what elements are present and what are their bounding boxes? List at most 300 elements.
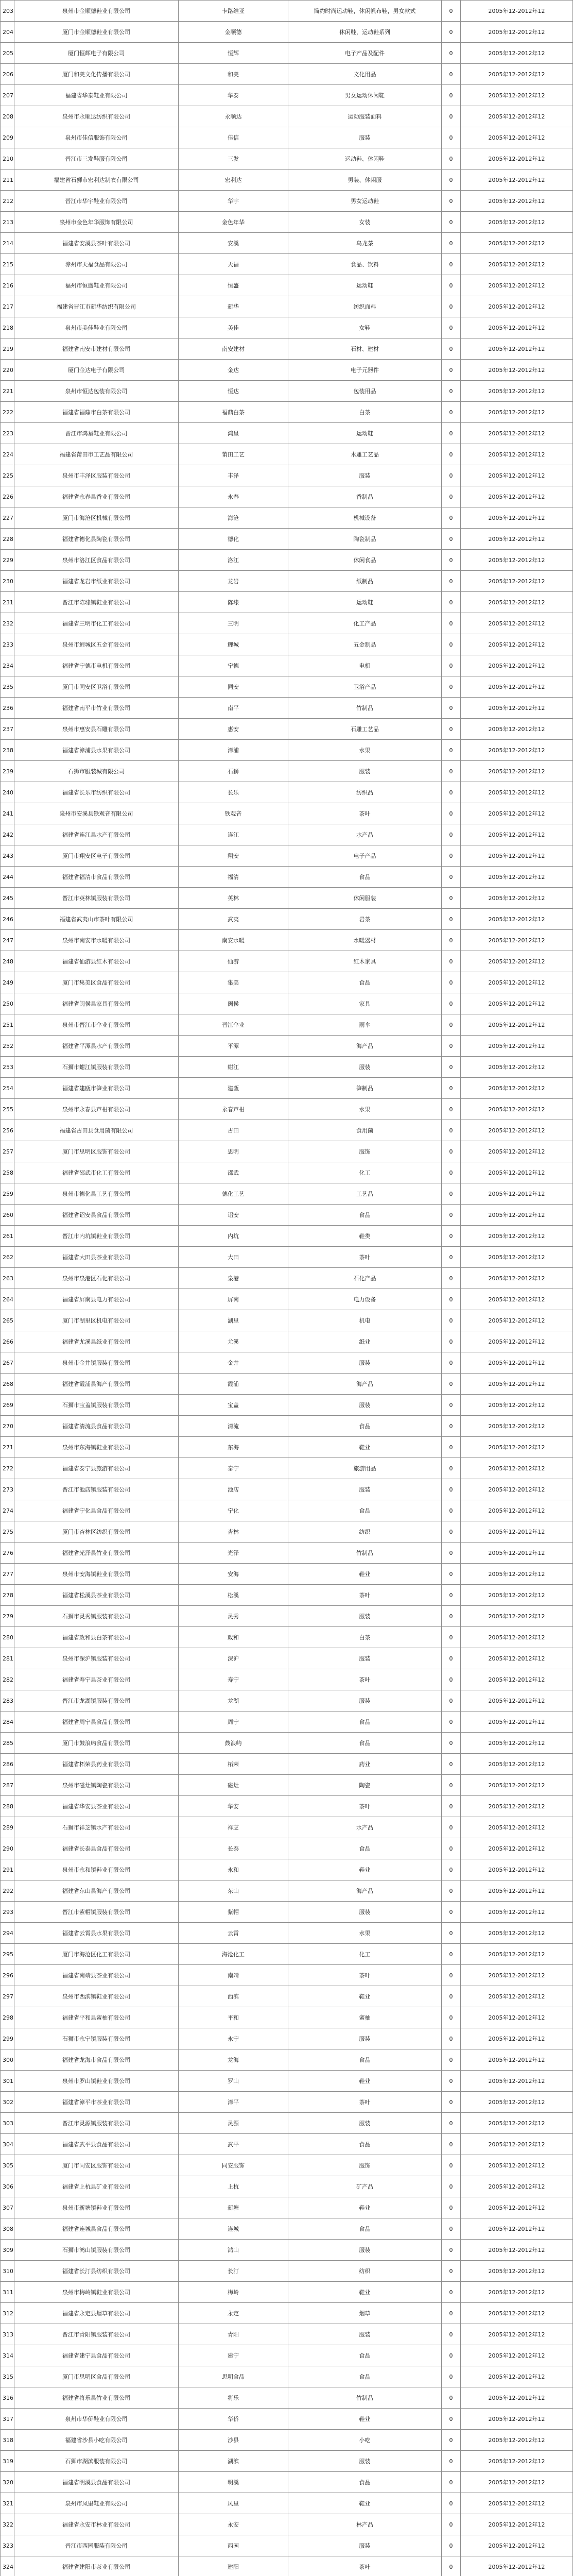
brand-name-cell: 南平 (179, 698, 288, 719)
row-number-cell: 237 (1, 719, 14, 740)
brand-name-cell: 湖滨 (179, 2451, 288, 2472)
validity-period-cell: 2005年12-2012年12 (461, 2303, 573, 2324)
row-number-cell: 299 (1, 2028, 14, 2049)
validity-period-cell: 2005年12-2012年12 (461, 2092, 573, 2113)
product-scope-cell: 茶叶 (288, 2556, 442, 2576)
count-cell: 0 (442, 2092, 461, 2113)
product-scope-cell: 包装用品 (288, 381, 442, 402)
product-scope-cell: 男装、休闲服 (288, 170, 442, 191)
product-scope-cell: 香制品 (288, 486, 442, 507)
table-row (1, 888, 573, 909)
company-name-cell: 福建省三明市化工有限公司 (14, 613, 179, 634)
table-row (1, 1183, 573, 1205)
product-scope-cell: 海产品 (288, 1880, 442, 1902)
brand-name-cell: 铁观音 (179, 803, 288, 824)
company-name-cell: 泉州市恒达包装有限公司 (14, 381, 179, 402)
brand-name-cell: 祥芝 (179, 1817, 288, 1838)
table-row (1, 1500, 573, 1521)
table-row (1, 465, 573, 486)
brand-name-cell: 凤里 (179, 2493, 288, 2514)
count-cell: 0 (442, 1162, 461, 1183)
validity-period-cell: 2005年12-2012年12 (461, 1606, 573, 1627)
company-name-cell: 福建省永定县烟草有限公司 (14, 2303, 179, 2324)
count-cell: 0 (442, 1669, 461, 1690)
row-number-cell: 289 (1, 1817, 14, 1838)
validity-period-cell: 2005年12-2012年12 (461, 381, 573, 402)
row-number-cell: 244 (1, 867, 14, 888)
company-name-cell: 福建省明溪县食品有限公司 (14, 2472, 179, 2493)
table-row (1, 2155, 573, 2176)
validity-period-cell: 2005年12-2012年12 (461, 1205, 573, 1226)
product-scope-cell: 化工 (288, 1162, 442, 1183)
table-row (1, 592, 573, 613)
brand-name-cell: 漳浦 (179, 740, 288, 761)
brand-name-cell: 东海 (179, 1437, 288, 1458)
row-number-cell: 286 (1, 1754, 14, 1775)
brand-name-cell: 鼓浪屿 (179, 1733, 288, 1754)
brand-name-cell: 福鼎白茶 (179, 402, 288, 423)
count-cell: 0 (442, 2071, 461, 2092)
count-cell: 0 (442, 1268, 461, 1289)
row-number-cell: 281 (1, 1648, 14, 1669)
brand-name-cell: 华安 (179, 1796, 288, 1817)
table-row (1, 951, 573, 972)
count-cell: 0 (442, 2345, 461, 2366)
company-name-cell: 福建省龙海市食品有限公司 (14, 2049, 179, 2071)
count-cell: 0 (442, 2472, 461, 2493)
table-row (1, 1733, 573, 1754)
row-number-cell: 288 (1, 1796, 14, 1817)
company-name-cell: 福建省松溪县茶业有限公司 (14, 1585, 179, 1606)
count-cell: 0 (442, 1923, 461, 1944)
count-cell: 0 (442, 1, 461, 22)
table-row (1, 2556, 573, 2576)
table-row (1, 824, 573, 845)
table-row (1, 1521, 573, 1543)
validity-period-cell: 2005年12-2012年12 (461, 1690, 573, 1711)
brand-name-cell: 邵武 (179, 1162, 288, 1183)
company-name-cell: 福建省云霄县水果有限公司 (14, 1923, 179, 1944)
company-name-cell: 福建省莆田市工艺品有限公司 (14, 444, 179, 465)
product-scope-cell: 乌龙茶 (288, 233, 442, 254)
product-scope-cell: 鞋业 (288, 1437, 442, 1458)
table-row (1, 1078, 573, 1099)
product-scope-cell: 电子元器件 (288, 360, 442, 381)
table-row (1, 2451, 573, 2472)
company-name-cell: 泉州市西滨镇鞋业有限公司 (14, 1986, 179, 2007)
company-name-cell: 福建省宁德市电机有限公司 (14, 655, 179, 676)
validity-period-cell: 2005年12-2012年12 (461, 1458, 573, 1479)
validity-period-cell: 2005年12-2012年12 (461, 2430, 573, 2451)
table-row (1, 2514, 573, 2535)
table-row (1, 2028, 573, 2049)
brand-name-cell: 西园 (179, 2535, 288, 2556)
count-cell: 0 (442, 1458, 461, 1479)
product-scope-cell: 服装 (288, 2535, 442, 2556)
validity-period-cell: 2005年12-2012年12 (461, 2324, 573, 2345)
company-name-cell: 石狮市鸿山镇服装有限公司 (14, 2240, 179, 2261)
company-name-cell: 福建省南靖县茶业有限公司 (14, 1965, 179, 1986)
table-row (1, 1310, 573, 1331)
count-cell: 0 (442, 1606, 461, 1627)
product-scope-cell: 电力设备 (288, 1289, 442, 1310)
company-name-cell: 石狮市湖滨服装有限公司 (14, 2451, 179, 2472)
brand-name-cell: 东山 (179, 1880, 288, 1902)
table-row (1, 254, 573, 275)
count-cell: 0 (442, 888, 461, 909)
row-number-cell: 225 (1, 465, 14, 486)
brand-name-cell: 华侨 (179, 2409, 288, 2430)
company-name-cell: 福建省寿宁县茶业有限公司 (14, 1669, 179, 1690)
brand-name-cell: 古田 (179, 1120, 288, 1141)
row-number-cell: 307 (1, 2197, 14, 2218)
brand-name-cell: 美佳 (179, 317, 288, 338)
product-scope-cell: 服装 (288, 1479, 442, 1500)
row-number-cell: 219 (1, 338, 14, 360)
company-name-cell: 福建省将乐县竹业有限公司 (14, 2387, 179, 2409)
table-row (1, 2493, 573, 2514)
product-scope-cell: 茶叶 (288, 1669, 442, 1690)
row-number-cell: 275 (1, 1521, 14, 1543)
table-row (1, 212, 573, 233)
validity-period-cell: 2005年12-2012年12 (461, 465, 573, 486)
brand-name-cell: 思明食品 (179, 2366, 288, 2387)
brand-name-cell: 永春 (179, 486, 288, 507)
table-row (1, 993, 573, 1014)
count-cell: 0 (442, 1690, 461, 1711)
table-row (1, 106, 573, 127)
table-row (1, 2366, 573, 2387)
count-cell: 0 (442, 465, 461, 486)
count-cell: 0 (442, 127, 461, 148)
count-cell: 0 (442, 1014, 461, 1036)
row-number-cell: 222 (1, 402, 14, 423)
row-number-cell: 268 (1, 1374, 14, 1395)
product-scope-cell: 纺织品 (288, 782, 442, 803)
row-number-cell: 255 (1, 1099, 14, 1120)
product-scope-cell: 服装 (288, 2324, 442, 2345)
validity-period-cell: 2005年12-2012年12 (461, 64, 573, 85)
count-cell: 0 (442, 592, 461, 613)
count-cell: 0 (442, 43, 461, 64)
count-cell: 0 (442, 85, 461, 106)
table-row (1, 1690, 573, 1711)
validity-period-cell: 2005年12-2012年12 (461, 1923, 573, 1944)
count-cell: 0 (442, 1986, 461, 2007)
table-row (1, 1965, 573, 1986)
company-name-cell: 泉州市晋江市伞业有限公司 (14, 1014, 179, 1036)
row-number-cell: 257 (1, 1141, 14, 1162)
row-number-cell: 274 (1, 1500, 14, 1521)
brand-name-cell: 蚶江 (179, 1057, 288, 1078)
brand-name-cell: 新华 (179, 296, 288, 317)
count-cell: 0 (442, 2556, 461, 2576)
count-cell: 0 (442, 2113, 461, 2134)
validity-period-cell: 2005年12-2012年12 (461, 2176, 573, 2197)
product-scope-cell: 电子产品及配件 (288, 43, 442, 64)
count-cell: 0 (442, 634, 461, 655)
validity-period-cell: 2005年12-2012年12 (461, 1479, 573, 1500)
company-name-cell: 福建省邵武市化工有限公司 (14, 1162, 179, 1183)
product-scope-cell: 茶叶 (288, 2092, 442, 2113)
product-scope-cell: 服装 (288, 1690, 442, 1711)
row-number-cell: 270 (1, 1416, 14, 1437)
table-row (1, 423, 573, 444)
validity-period-cell: 2005年12-2012年12 (461, 1986, 573, 2007)
brand-name-cell: 柘荣 (179, 1754, 288, 1775)
brand-name-cell: 霞浦 (179, 1374, 288, 1395)
brand-name-cell: 磁灶 (179, 1775, 288, 1796)
company-name-cell: 厦门市海沧区化工有限公司 (14, 1944, 179, 1965)
count-cell: 0 (442, 676, 461, 698)
validity-period-cell: 2005年12-2012年12 (461, 571, 573, 592)
table-row (1, 2134, 573, 2155)
brand-name-cell: 莆田工艺 (179, 444, 288, 465)
product-scope-cell: 服饰 (288, 2155, 442, 2176)
product-scope-cell: 运动鞋、休闲鞋 (288, 148, 442, 170)
table-row (1, 1838, 573, 1859)
product-scope-cell: 食品 (288, 1205, 442, 1226)
company-name-cell: 厦门市鼓浪屿食品有限公司 (14, 1733, 179, 1754)
count-cell: 0 (442, 1543, 461, 1564)
table-row (1, 2324, 573, 2345)
row-number-cell: 278 (1, 1585, 14, 1606)
product-scope-cell: 食用菌 (288, 1120, 442, 1141)
table-row (1, 148, 573, 170)
brand-name-cell: 池店 (179, 1479, 288, 1500)
product-scope-cell: 服装 (288, 127, 442, 148)
row-number-cell: 310 (1, 2261, 14, 2282)
row-number-cell: 296 (1, 1965, 14, 1986)
row-number-cell: 285 (1, 1733, 14, 1754)
table-row (1, 529, 573, 550)
table-row (1, 127, 573, 148)
validity-period-cell: 2005年12-2012年12 (461, 1775, 573, 1796)
count-cell: 0 (442, 507, 461, 529)
product-scope-cell: 机械设备 (288, 507, 442, 529)
company-name-cell: 厦门市集美区食品有限公司 (14, 972, 179, 993)
brand-name-cell: 德化工艺 (179, 1183, 288, 1205)
count-cell: 0 (442, 402, 461, 423)
company-name-cell: 福建省平和县蜜柚有限公司 (14, 2007, 179, 2028)
validity-period-cell: 2005年12-2012年12 (461, 2049, 573, 2071)
company-name-cell: 厦门市思明区服饰有限公司 (14, 1141, 179, 1162)
company-name-cell: 泉州市金井镇服装有限公司 (14, 1352, 179, 1374)
row-number-cell: 312 (1, 2303, 14, 2324)
row-number-cell: 273 (1, 1479, 14, 1500)
company-name-cell: 泉州市深沪镇服装有限公司 (14, 1648, 179, 1669)
validity-period-cell: 2005年12-2012年12 (461, 1268, 573, 1289)
table-row (1, 64, 573, 85)
brand-name-cell: 灵源 (179, 2113, 288, 2134)
count-cell: 0 (442, 571, 461, 592)
table-row (1, 1268, 573, 1289)
product-scope-cell: 食品 (288, 2472, 442, 2493)
product-scope-cell: 运动鞋 (288, 275, 442, 296)
validity-period-cell: 2005年12-2012年12 (461, 2387, 573, 2409)
row-number-cell: 207 (1, 85, 14, 106)
product-scope-cell: 鞋业 (288, 1564, 442, 1585)
row-number-cell: 282 (1, 1669, 14, 1690)
validity-period-cell: 2005年12-2012年12 (461, 824, 573, 845)
count-cell: 0 (442, 2261, 461, 2282)
brand-name-cell: 沙县 (179, 2430, 288, 2451)
company-name-cell: 晋江市紫帽镇服装有限公司 (14, 1902, 179, 1923)
brand-name-cell: 金色年华 (179, 212, 288, 233)
validity-period-cell: 2005年12-2012年12 (461, 909, 573, 930)
count-cell: 0 (442, 1057, 461, 1078)
count-cell: 0 (442, 2155, 461, 2176)
company-name-cell: 石狮市祥芝镇水产有限公司 (14, 1817, 179, 1838)
row-number-cell: 203 (1, 1, 14, 22)
product-scope-cell: 烟草 (288, 2303, 442, 2324)
product-scope-cell: 服装 (288, 1352, 442, 1374)
count-cell: 0 (442, 1965, 461, 1986)
validity-period-cell: 2005年12-2012年12 (461, 1395, 573, 1416)
table-row (1, 444, 573, 465)
row-number-cell: 276 (1, 1543, 14, 1564)
validity-period-cell: 2005年12-2012年12 (461, 1711, 573, 1733)
product-scope-cell: 食品 (288, 2218, 442, 2240)
row-number-cell: 246 (1, 909, 14, 930)
company-name-cell: 福建省武夷山市茶叶有限公司 (14, 909, 179, 930)
count-cell: 0 (442, 867, 461, 888)
brand-name-cell: 平和 (179, 2007, 288, 2028)
count-cell: 0 (442, 1078, 461, 1099)
validity-period-cell: 2005年12-2012年12 (461, 1437, 573, 1458)
count-cell: 0 (442, 2028, 461, 2049)
table-row (1, 930, 573, 951)
company-name-cell: 泉州市洛江区食品有限公司 (14, 550, 179, 571)
brand-name-cell: 丰泽 (179, 465, 288, 486)
count-cell: 0 (442, 1754, 461, 1775)
product-scope-cell: 服装 (288, 1057, 442, 1078)
company-name-cell: 泉州市凤里鞋业有限公司 (14, 2493, 179, 2514)
row-number-cell: 208 (1, 106, 14, 127)
company-name-cell: 晋江市陈埭镇鞋业有限公司 (14, 592, 179, 613)
row-number-cell: 303 (1, 2113, 14, 2134)
brand-name-cell: 长泰 (179, 1838, 288, 1859)
validity-period-cell: 2005年12-2012年12 (461, 170, 573, 191)
company-name-cell: 泉州市南安市水暖有限公司 (14, 930, 179, 951)
row-number-cell: 254 (1, 1078, 14, 1099)
table-row (1, 1711, 573, 1733)
row-number-cell: 290 (1, 1838, 14, 1859)
company-name-cell: 福建省南安市建材有限公司 (14, 338, 179, 360)
validity-period-cell: 2005年12-2012年12 (461, 1014, 573, 1036)
brand-name-cell: 连城 (179, 2218, 288, 2240)
count-cell: 0 (442, 2430, 461, 2451)
table-row (1, 233, 573, 254)
table-row (1, 1543, 573, 1564)
count-cell: 0 (442, 1627, 461, 1648)
row-number-cell: 322 (1, 2514, 14, 2535)
table-row (1, 1880, 573, 1902)
brand-name-cell: 永定 (179, 2303, 288, 2324)
row-number-cell: 253 (1, 1057, 14, 1078)
count-cell: 0 (442, 2409, 461, 2430)
validity-period-cell: 2005年12-2012年12 (461, 1352, 573, 1374)
brand-name-cell: 惠安 (179, 719, 288, 740)
row-number-cell: 205 (1, 43, 14, 64)
company-name-cell: 福建省龙岩市纸业有限公司 (14, 571, 179, 592)
row-number-cell: 301 (1, 2071, 14, 2092)
validity-period-cell: 2005年12-2012年12 (461, 1627, 573, 1648)
product-scope-cell: 服装 (288, 2451, 442, 2472)
product-scope-cell: 鞋业 (288, 2282, 442, 2303)
company-name-cell: 石狮市永宁镇服装有限公司 (14, 2028, 179, 2049)
table-row (1, 2007, 573, 2028)
validity-period-cell: 2005年12-2012年12 (461, 655, 573, 676)
brand-name-cell: 三发 (179, 148, 288, 170)
validity-period-cell: 2005年12-2012年12 (461, 2218, 573, 2240)
row-number-cell: 214 (1, 233, 14, 254)
count-cell: 0 (442, 2134, 461, 2155)
company-name-cell: 福建省建瓯市笋业有限公司 (14, 1078, 179, 1099)
table-row (1, 85, 573, 106)
table-row (1, 170, 573, 191)
row-number-cell: 206 (1, 64, 14, 85)
row-number-cell: 210 (1, 148, 14, 170)
table-row (1, 486, 573, 507)
validity-period-cell: 2005年12-2012年12 (461, 106, 573, 127)
company-name-cell: 泉州市磁灶镇陶瓷有限公司 (14, 1775, 179, 1796)
row-number-cell: 251 (1, 1014, 14, 1036)
count-cell: 0 (442, 2218, 461, 2240)
validity-period-cell: 2005年12-2012年12 (461, 148, 573, 170)
product-scope-cell: 食品 (288, 1416, 442, 1437)
row-number-cell: 321 (1, 2493, 14, 2514)
brand-name-cell: 光泽 (179, 1543, 288, 1564)
company-name-cell: 福建省福鼎市白茶有限公司 (14, 402, 179, 423)
validity-period-cell: 2005年12-2012年12 (461, 402, 573, 423)
count-cell: 0 (442, 1395, 461, 1416)
brand-name-cell: 安溪 (179, 233, 288, 254)
brand-name-cell: 龙海 (179, 2049, 288, 2071)
row-number-cell: 295 (1, 1944, 14, 1965)
product-scope-cell: 茶叶 (288, 803, 442, 824)
product-scope-cell: 服装 (288, 1395, 442, 1416)
company-name-cell: 福建省武平县食品有限公司 (14, 2134, 179, 2155)
company-name-cell: 福建省漳平市茶业有限公司 (14, 2092, 179, 2113)
product-scope-cell: 茶叶 (288, 1247, 442, 1268)
product-scope-cell: 竹制品 (288, 2387, 442, 2409)
table-row (1, 676, 573, 698)
validity-period-cell: 2005年12-2012年12 (461, 254, 573, 275)
validity-period-cell: 2005年12-2012年12 (461, 2007, 573, 2028)
product-scope-cell: 鞋业 (288, 2071, 442, 2092)
count-cell: 0 (442, 1289, 461, 1310)
product-scope-cell: 机电 (288, 1310, 442, 1331)
validity-period-cell: 2005年12-2012年12 (461, 2493, 573, 2514)
table-row (1, 2240, 573, 2261)
company-name-cell: 厦门市同安区服饰有限公司 (14, 2155, 179, 2176)
company-name-cell: 福建省政和县白茶有限公司 (14, 1627, 179, 1648)
brand-name-cell: 金达 (179, 360, 288, 381)
validity-period-cell: 2005年12-2012年12 (461, 43, 573, 64)
count-cell: 0 (442, 212, 461, 233)
brand-name-cell: 周宁 (179, 1711, 288, 1733)
brand-name-cell: 宁化 (179, 1500, 288, 1521)
product-scope-cell: 石化产品 (288, 1268, 442, 1289)
product-scope-cell: 男女运动鞋 (288, 191, 442, 212)
product-scope-cell: 服装 (288, 761, 442, 782)
validity-period-cell: 2005年12-2012年12 (461, 2514, 573, 2535)
brand-name-cell: 清流 (179, 1416, 288, 1437)
brand-name-cell: 德化 (179, 529, 288, 550)
row-number-cell: 279 (1, 1606, 14, 1627)
row-number-cell: 215 (1, 254, 14, 275)
